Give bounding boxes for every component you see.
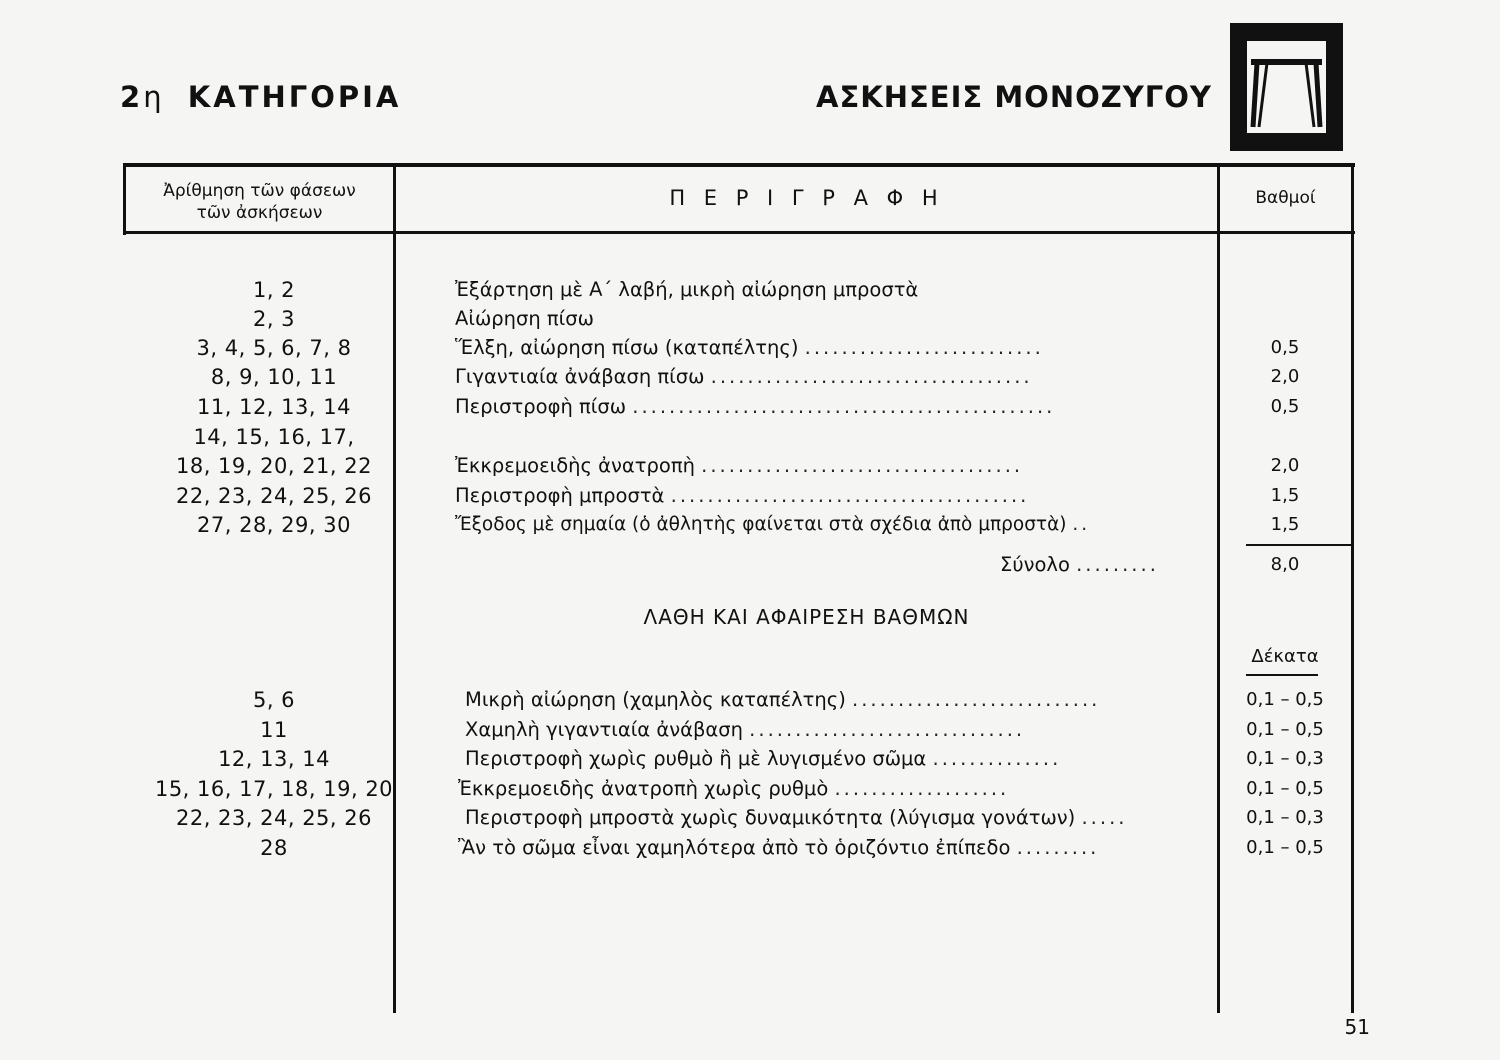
table-row-desc: Περιστροφὴ πίσω ..............................................	[455, 395, 1056, 418]
table-row-nums: 18, 19, 20, 21, 22	[175, 454, 372, 478]
deduction-row-nums: 11	[260, 718, 288, 742]
errors-title: ΛΑΘΗ ΚΑΙ ΑΦΑΙΡΕΣΗ ΒΑΘΜΩΝ	[643, 605, 970, 629]
deduction-row-nums: 12, 13, 14	[218, 747, 330, 771]
deduction-row-nums: 28	[260, 836, 288, 860]
table-row-points: 1,5	[1270, 514, 1300, 535]
header-numbering-line2: τῶν ἀσκήσεων	[196, 203, 323, 223]
deduction-row-range: 0,1 – 0,5	[1246, 837, 1324, 858]
header-points: Βαθμοί	[1255, 188, 1316, 208]
deductions-header: Δέκατα	[1251, 646, 1319, 667]
deduction-row-desc: Ἐκκρεμοειδὴς ἀνατροπὴ χωρὶς ρυθμὸ ...................	[458, 777, 1010, 800]
table-header-rule	[123, 231, 1355, 234]
table-row-desc: Ἔξοδος μὲ σημαία (ὁ ἀθλητὴς φαίνεται στὰ σχέδια ἀπὸ μπροστὰ) ..	[455, 514, 1091, 535]
header-numbering-line1: Ἀρίθμηση τῶν φάσεων	[163, 181, 356, 201]
table-row-nums: 22, 23, 24, 25, 26	[175, 484, 372, 508]
deductions-header-rule	[1246, 674, 1318, 676]
deduction-row-range: 0,1 – 0,5	[1246, 719, 1324, 740]
deduction-row-nums: 15, 16, 17, 18, 19, 20	[154, 777, 394, 801]
table-row-desc: Περιστροφὴ μπροστὰ .......................................	[455, 484, 1030, 507]
table-row-desc: Αἰώρηση πίσω	[455, 307, 594, 330]
table-row-points: 0,5	[1270, 337, 1300, 358]
total-rule	[1246, 544, 1352, 546]
table-top-rule	[123, 163, 1355, 167]
header-description: Π Ε Ρ Ι Γ Ρ Α Φ Η	[669, 186, 944, 210]
table-row-nums: 3, 4, 5, 6, 7, 8	[196, 336, 352, 360]
column-divider-3	[1217, 163, 1220, 1013]
deduction-row-nums: 5, 6	[252, 688, 296, 712]
category-heading	[120, 80, 401, 114]
table-row-points: 2,0	[1270, 455, 1300, 476]
deduction-row-range: 0,1 – 0,5	[1246, 778, 1324, 799]
table-row-points: 1,5	[1270, 485, 1300, 506]
page-title: ΑΣΚΗΣΕΙΣ ΜΟΝΟΖΥΓΟΥ	[816, 80, 1212, 114]
deduction-row-desc: Ἂν τὸ σῶμα εἶναι χαμηλότερα ἀπὸ τὸ ὁριζόντιο ἐπίπεδο .........	[458, 836, 1100, 859]
deduction-row-range: 0,1 – 0,5	[1246, 689, 1324, 710]
deduction-row-range: 0,1 – 0,3	[1246, 748, 1324, 769]
table-row-points: 2,0	[1270, 366, 1300, 387]
table-row-nums: 1, 2	[252, 278, 296, 302]
table-row-points: 0,5	[1270, 396, 1300, 417]
column-divider-4	[1351, 163, 1354, 1013]
table-row-nums: 27, 28, 29, 30	[197, 513, 351, 537]
table-row-desc: Ἐκκρεμοειδὴς ἀνατροπὴ ...................................	[455, 454, 1024, 477]
page-number: 51	[1344, 1015, 1370, 1039]
deduction-row-range: 0,1 – 0,3	[1246, 807, 1324, 828]
table-row-desc: Γιγαντιαία ἀνάβαση πίσω ...................................	[455, 365, 1033, 388]
deduction-row-desc: Περιστροφὴ μπροστὰ χωρὶς δυναμικότητα (λύγισμα γονάτων) .....	[465, 806, 1128, 829]
total-label: Σύνολο .........	[1000, 553, 1159, 576]
table-row-nums: 2, 3	[252, 307, 296, 331]
table-row-desc: Ἐξάρτηση μὲ Α΄ λαβή, μικρὴ αἰώρηση μπροστὰ	[455, 278, 919, 301]
deduction-row-desc: Περιστροφὴ χωρὶς ρυθμὸ ἢ μὲ λυγισμένο σῶμα ..............	[465, 747, 1062, 770]
header-numbering	[126, 180, 393, 224]
table-row-nums: 8, 9, 10, 11	[210, 365, 338, 389]
table-row-nums: 11, 12, 13, 14	[197, 395, 351, 419]
category-number: 2	[120, 80, 144, 114]
table-row-nums: 14, 15, 16, 17,	[193, 425, 355, 449]
category-word: ΚΑΤΗΓΟΡΙΑ	[187, 80, 402, 114]
deduction-row-nums: 22, 23, 24, 25, 26	[175, 806, 372, 830]
horizontal-bar-icon	[1230, 23, 1343, 151]
category-ordinal: η	[143, 80, 162, 114]
total-value: 8,0	[1270, 554, 1300, 575]
deduction-row-desc: Μικρὴ αἰώρηση (χαμηλὸς καταπέλτης) ...........................	[465, 688, 1101, 711]
deduction-row-desc: Χαμηλὴ γιγαντιαία ἀνάβαση ..............................	[465, 718, 1026, 741]
table-row-desc: Ἕλξη, αἰώρηση πίσω (καταπέλτης) ..........................	[455, 336, 1044, 359]
